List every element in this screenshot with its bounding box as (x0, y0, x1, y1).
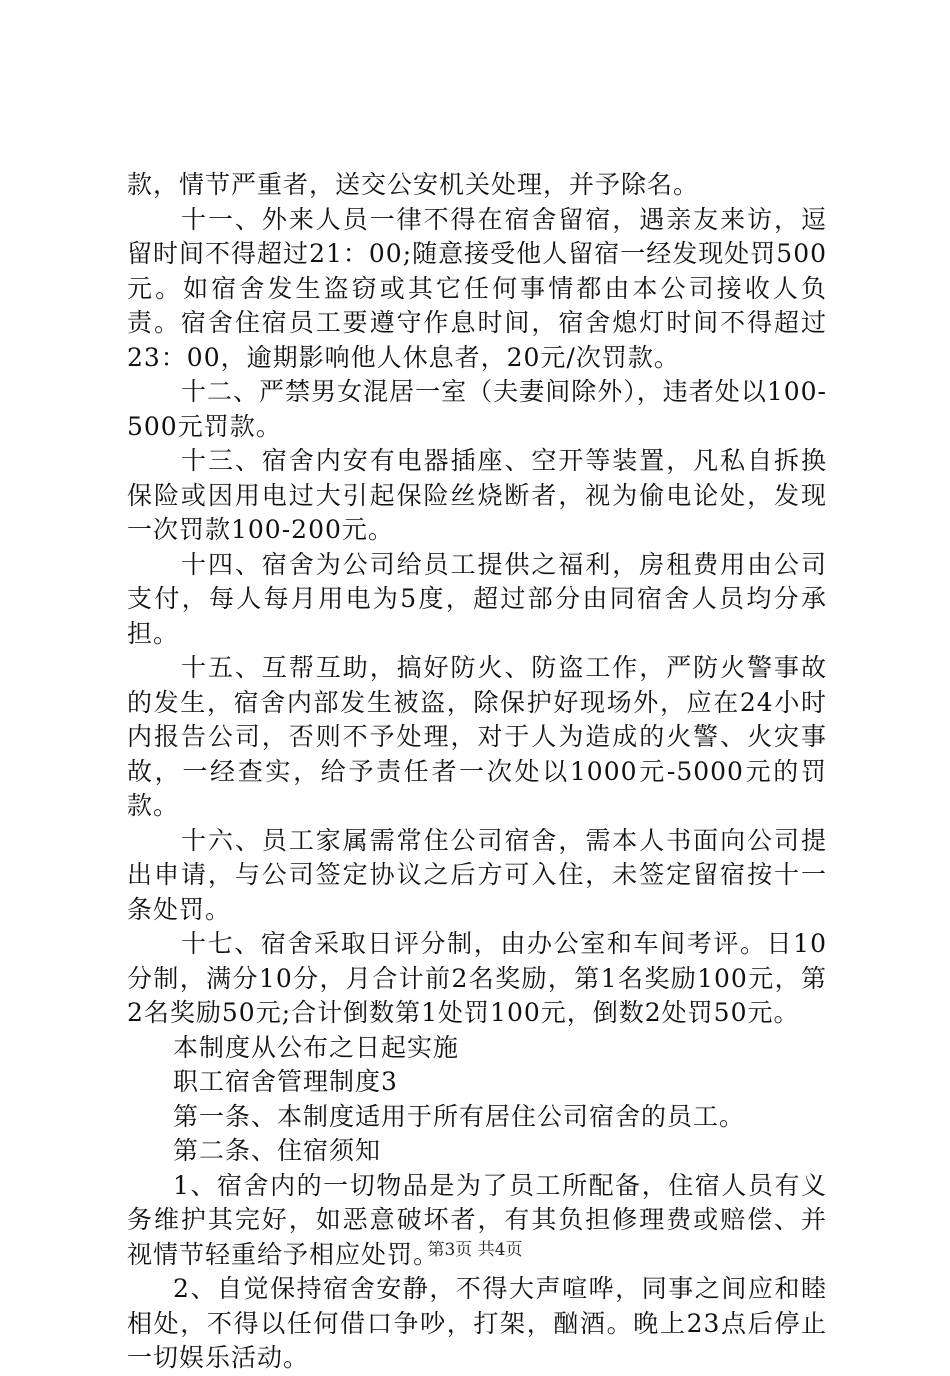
paragraph-article-2-heading: 第二条、住宿须知 (173, 1136, 382, 1165)
paragraph-rule-2: 2、自觉保持宿舍安静，不得大声喧哗，同事之间应和睦相处，不得以任何借口争吵，打架，酗酒。晚上23点后停止一切娱乐活动。 (127, 1274, 827, 1372)
paragraph-article-13: 十三、宿舍内安有电器插座、空开等装置，凡私自拆换保险或因用电过大引起保险丝烧断者，视为偷电论处，发现一次罚款100-200元。 (127, 446, 827, 544)
paragraph-article-15: 十五、互帮互助，搞好防火、防盗工作，严防火警事故的发生，宿舍内部发生被盗，除保护好现场外，应在24小时内报告公司，否则不予处理，对于人为造成的火警、火灾事故，一经查实，给予责任者一次处以1000元-5000元的罚款。 (127, 653, 827, 820)
paragraph-rule-1: 1、宿舍内的一切物品是为了员工所配备，住宿人员有义务维护其完好，如恶意破坏者，有其负担修理费或赔偿、并视情节轻重给予相应处罚。 (127, 1170, 827, 1269)
section-title: 职工宿舍管理制度3 (173, 1067, 398, 1096)
paragraph-article-14: 十四、宿舍为公司给员工提供之福利，房租费用由公司支付，每人每月用电为5度，超过部分由同宿舍人员均分承担。 (127, 549, 827, 648)
paragraph-article-11: 十一、外来人员一律不得在宿舍留宿，遇亲友来访，逗留时间不得超过21：00;随意接受他人留宿一经发现处罚500元。如宿舍发生盗窃或其它任何事情都由本公司接收人负责。宿舍住宿员工要遵守作息时间，宿舍熄灯时间不得超过23：00，逾期影响他人休息者，20元/次罚款。 (127, 204, 827, 372)
paragraph-article-12: 十二、严禁男女混居一室（夫妻间除外），违者处以100-500元罚款。 (127, 377, 827, 441)
paragraph-article-1: 第一条、本制度适用于所有居住公司宿舍的员工。 (173, 1101, 746, 1131)
page-number-footer: 第3页 共4页 (427, 1240, 523, 1260)
paragraph-article-16: 十六、员工家属需常住公司宿舍，需本人书面向公司提出申请，与公司签定协议之后方可入住，未签定留宿按十一条处罚。 (127, 825, 827, 924)
paragraph-effective-date: 本制度从公布之日起实施 (173, 1032, 460, 1062)
paragraph-continuation: 款，情节严重者，送交公安机关处理，并予除名。 (127, 170, 700, 199)
paragraph-article-17: 十七、宿舍采取日评分制，由办公室和车间考评。日10分制，满分10分，月合计前2名奖励，第1名奖励100元，第2名奖励50元;合计倒数第1处罚100元，倒数2处罚50元。 (127, 929, 827, 1027)
document-body (127, 168, 827, 1376)
